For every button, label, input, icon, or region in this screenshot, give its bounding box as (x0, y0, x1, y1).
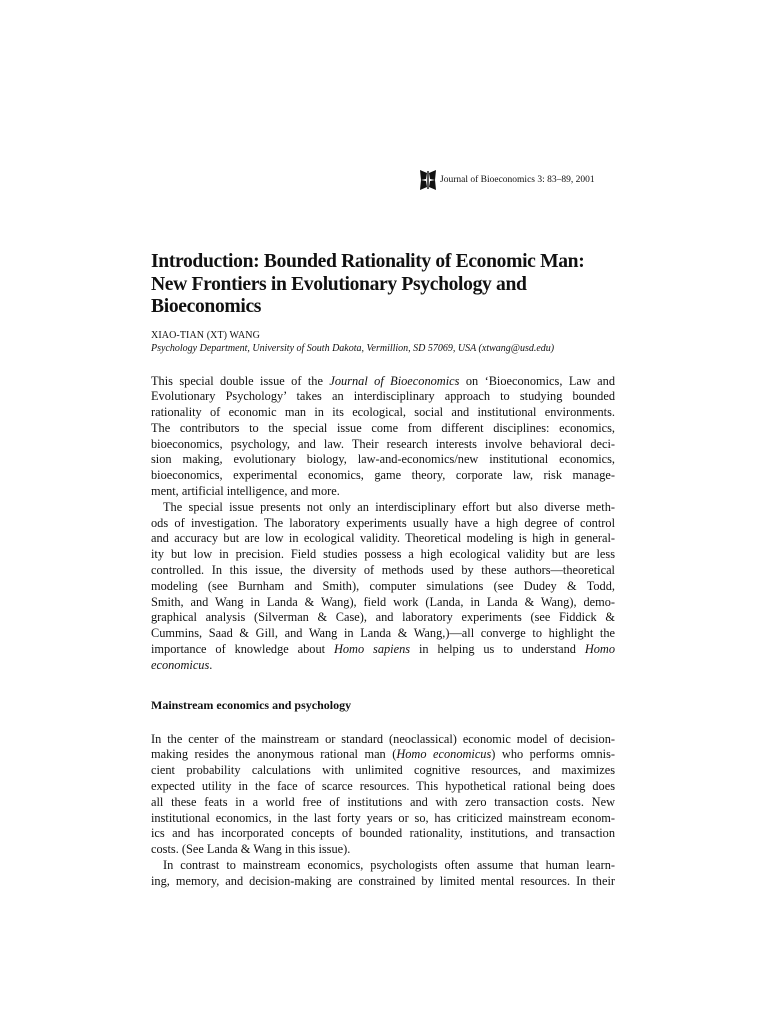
text-line: all these feats in a world free of institutions and with zero transaction costs. New (151, 794, 615, 809)
article-title (151, 251, 615, 319)
article-body (151, 374, 615, 890)
text-line: rationality of economic man in its ecological, social and institutional environments. (151, 405, 615, 420)
text-line: controlled. In this issue, the diversity of methods used by these authors—theoretical (151, 563, 615, 578)
text-line: bioeconomics, psychology, and law. Their research interests involve behavioral deci- (151, 436, 615, 451)
text-line: ment, artificial intelligence, and more. (151, 484, 340, 499)
journal-name: Journal of Bioeconomics (329, 373, 460, 388)
text-line: costs. (See Landa & Wang in this issue). (151, 842, 351, 857)
text-line: modeling (see Burnham and Smith), computer simulations (see Dudey & Todd, (151, 578, 615, 593)
author-name: XIAO-TIAN (XT) WANG (151, 329, 260, 341)
text-line: institutional economics, in the last forty years or so, has criticized mainstream econom- (151, 810, 615, 825)
text-line: bioeconomics, experimental economics, game theory, corporate law, risk manage- (151, 468, 615, 483)
text-line: Evolutionary Psychology’ takes an interdisciplinary approach to studying bounded (151, 389, 615, 404)
journal-citation: Journal of Bioeconomics 3: 83–89, 2001 (440, 175, 595, 185)
text-line: and accuracy but are low in ecological validity. Theoretical modeling is high in general- (151, 531, 615, 546)
text-line: The contributors to the special issue come from different disciplines: economics, (151, 420, 615, 435)
title-line: Introduction: Bounded Rationality of Economic Man: (151, 251, 585, 272)
journal-header (418, 168, 618, 192)
text-line: Cummins, Saad & Gill, and Wang in Landa & Wang,)—all converge to highlight the (151, 626, 615, 641)
text-line: expected utility in the face of scarce resources. This hypothetical rational being does (151, 779, 615, 794)
paragraph-methods (151, 500, 615, 674)
text-line: economicus. (151, 657, 213, 672)
text-line: In the center of the mainstream or standard (neoclassical) economic model of decision- (151, 731, 615, 746)
publisher-logo-icon (418, 168, 438, 192)
paragraph-mainstream (151, 732, 615, 858)
text-line: graphical analysis (Silverman & Case), and laboratory experiments (see Fiddick & (151, 610, 615, 625)
title-line: Bioeconomics (151, 296, 262, 317)
text-line: importance of knowledge about Homo sapiens in helping us to understand Homo (151, 642, 615, 657)
text-line: Smith, and Wang in Landa & Wang), field work (Landa, in Landa & Wang), demo- (151, 594, 615, 609)
author-affiliation: Psychology Department, University of South Dakota, Vermillion, SD 57069, USA (xtwang@usd.edu) (151, 342, 555, 354)
text-line: making resides the anonymous rational man (Homo economicus) who performs omnis- (151, 747, 615, 762)
text-line: In contrast to mainstream economics, psychologists often assume that human learn- (163, 858, 615, 873)
text-line: ing, memory, and decision-making are constrained by limited mental resources. In their (151, 873, 615, 888)
text-line: ods of investigation. The laboratory experiments usually have a high degree of control (151, 515, 615, 530)
text-line: sion making, evolutionary biology, law-and-economics/new institutional economics, (151, 452, 615, 467)
text-line: The special issue presents not only an interdisciplinary effort but also diverse meth- (163, 499, 615, 514)
article-content (151, 251, 615, 890)
text-line: This special double issue of the Journal of Bioeconomics on ‘Bioeconomics, Law and (151, 373, 615, 388)
text-line: ity but low in precision. Field studies possess a high ecological validity but are less (151, 547, 615, 562)
section-heading: Mainstream economics and psychology (151, 697, 352, 712)
paragraph-contrast (151, 858, 615, 890)
paragraph-intro (151, 374, 615, 500)
title-line: New Frontiers in Evolutionary Psychology and (151, 273, 527, 295)
text-line: ics and has incorporated concepts of bounded rationality, institutions, and transaction (151, 826, 615, 841)
text-line: cient probability calculations with unlimited cognitive resources, and maximizes (151, 763, 615, 778)
